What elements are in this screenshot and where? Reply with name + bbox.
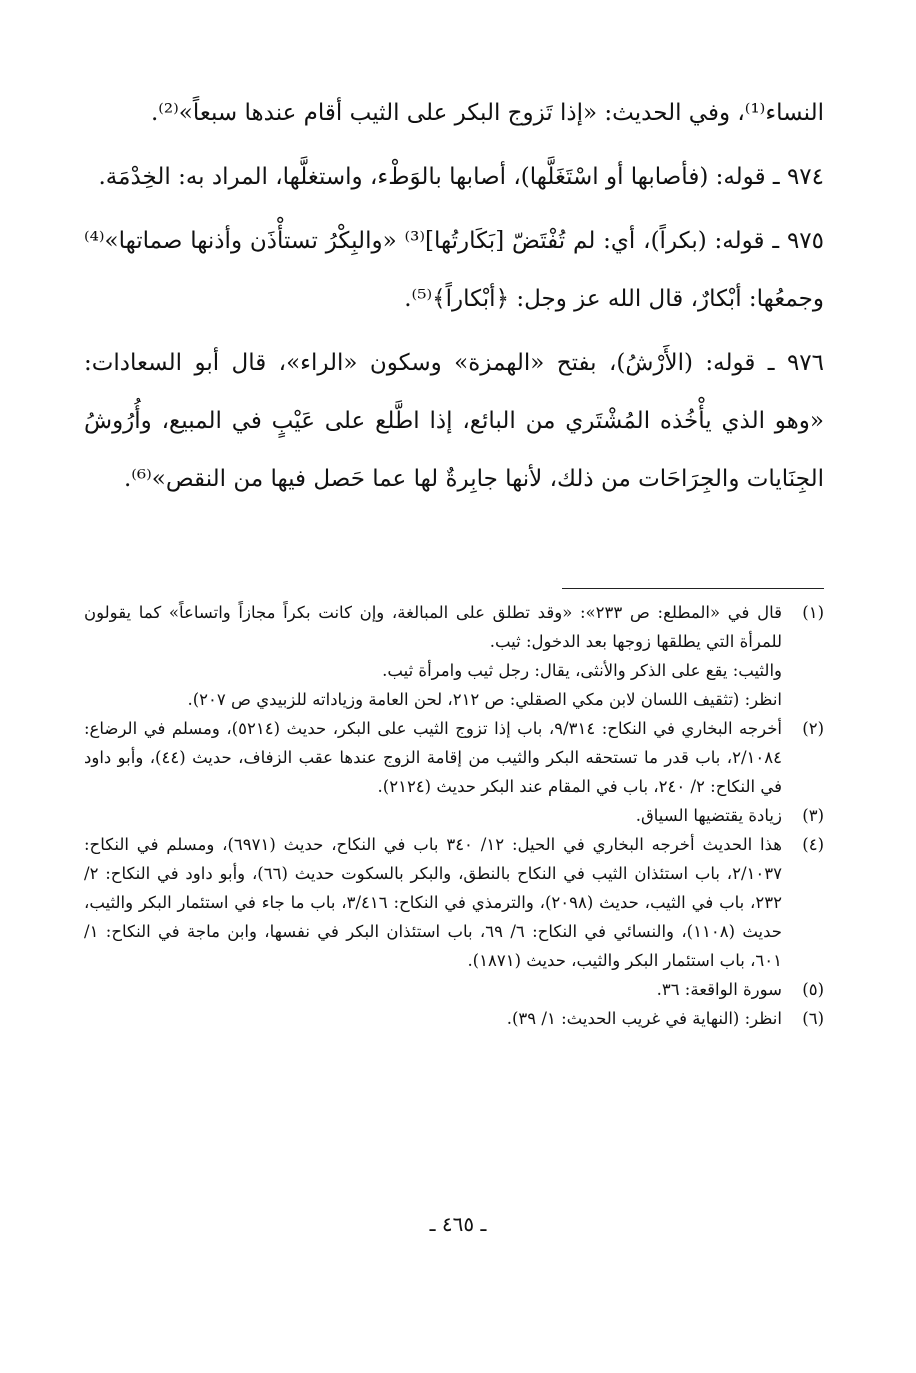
footnote-body: [84, 801, 782, 830]
page-number: ـ ٤٦٥ ـ: [429, 1212, 487, 1236]
main-text: [84, 84, 824, 514]
footnote-body: [84, 714, 782, 801]
footnote-line: أخرجه البخاري في النكاح: ٩/٣١٤، باب إذا تزوج الثيب على البكر، حديث (٥٢١٤)، ومسلم في الرضاع: ٢/١٠٨٤، باب قدر ما تستحقه البكر والثيب من إقامة الزوج عندها عقب الزفاف، حديث (٤٤)، وأبو داود في النكاح: ٢/ ٢٤٠، باب في المقام عند البكر حديث (٢١٢٤).: [84, 719, 782, 796]
footnote-6: [84, 1004, 824, 1033]
footnote-body: [84, 1004, 782, 1033]
footnote-line: هذا الحديث أخرجه البخاري في الحيل: ١٢/ ٣٤٠ باب في النكاح، حديث (٦٩٧١)، ومسلم في النكاح: ٢/١٠٣٧، باب استئذان الثيب في النكاح بالنطق، والبكر بالسكوت حديث (٦٦)، وأبو داود في النكاح: ٢/ ٢٣٢، باب في الثيب، حديث (٢٠٩٨)، والترمذي في النكاح: ٣/٤١٦، باب ما جاء في استئمار البكر والثيب، حديث (١١٠٨)، والنسائي في النكاح: ٦/ ٦٩، باب استئذان البكر في نفسها، وابن ماجة في النكاح: ١/ ٦٠١، باب استئمار البكر والثيب، حديث (١٨٧١).: [84, 835, 783, 970]
footnote-line: زيادة يقتضيها السياق.: [635, 806, 782, 825]
footnote-4: [84, 830, 824, 975]
footnote-2: [84, 714, 824, 801]
footnote-number: (١): [802, 603, 824, 622]
footnote-number: (٣): [802, 806, 824, 825]
footnote-separator: [562, 588, 824, 589]
footnote-body: [84, 598, 782, 714]
main-paragraph-975: ٩٧٥ ـ قوله: (بكراً)، أي: لم تُفْتَضّ [بَكَارتُها]⁽³⁾ «والبِكْرُ تستأْذَن وأذنها صماتها»⁽⁴⁾ وجمعُها: أبْكارٌ، قال الله عز وجل: ﴿أبْكاراً﴾⁽⁵⁾.: [84, 228, 824, 312]
footnote-body: [84, 830, 782, 975]
footnotes: [84, 598, 824, 1033]
footnote-line: سورة الواقعة: ٣٦.: [656, 980, 782, 999]
footnote-1: [84, 598, 824, 714]
footnote-number: (٥): [802, 980, 824, 999]
footnote-line: انظر: (النهاية في غريب الحديث: ١/ ٣٩).: [506, 1009, 782, 1028]
footnote-3: [84, 801, 824, 830]
footnote-line: والثيب: يقع على الذكر والأنثى، يقال: رجل ثيب وامرأة ثيب.: [382, 661, 782, 680]
footnote-5: [84, 975, 824, 1004]
footnote-number: (٤): [802, 835, 824, 854]
footnote-line: انظر: (تثقيف اللسان لابن مكي الصقلي: ص ٢١٢، لحن العامة وزياداته للزبيدي ص ٢٠٧).: [187, 690, 782, 709]
footnote-line: قال في «المطلع: ص ٢٣٣»: «وقد تطلق على المبالغة، وإن كانت بكراً مجازاً واتساعاً» كما يقولون للمرأة التي يطلقها زوجها بعد الدخول: ثيب.: [84, 603, 783, 651]
footnote-body: [84, 975, 782, 1004]
main-paragraph-976: ٩٧٦ ـ قوله: (الأَرْشُ)، بفتح «الهمزة» وسكون «الراء»، قال أبو السعادات: «وهو الذي يأْخُذه المُشْتَري من البائع، إذا اطَّلع على عَيْبٍ في المبيع، وأُرُوشُ الجِنَايات والجِرَاحَات من ذلك، لأنها جابِرةٌ لها عما حَصل فيها من النقص»⁽⁶⁾.: [84, 350, 824, 492]
footnote-number: (٦): [802, 1009, 824, 1028]
footnote-number: (٢): [802, 719, 824, 738]
main-paragraph-1: النساء⁽¹⁾، وفي الحديث: «إذا تَزوج البكر على الثيب أقام عندها سبعاً»⁽²⁾.: [150, 100, 824, 126]
main-paragraph-974: ٩٧٤ ـ قوله: (فأصابها أو اسْتَغَلَّها)، أصابها بالوَطْء، واستغلَّها، المراد به: الخِدْمَة.: [98, 164, 824, 190]
